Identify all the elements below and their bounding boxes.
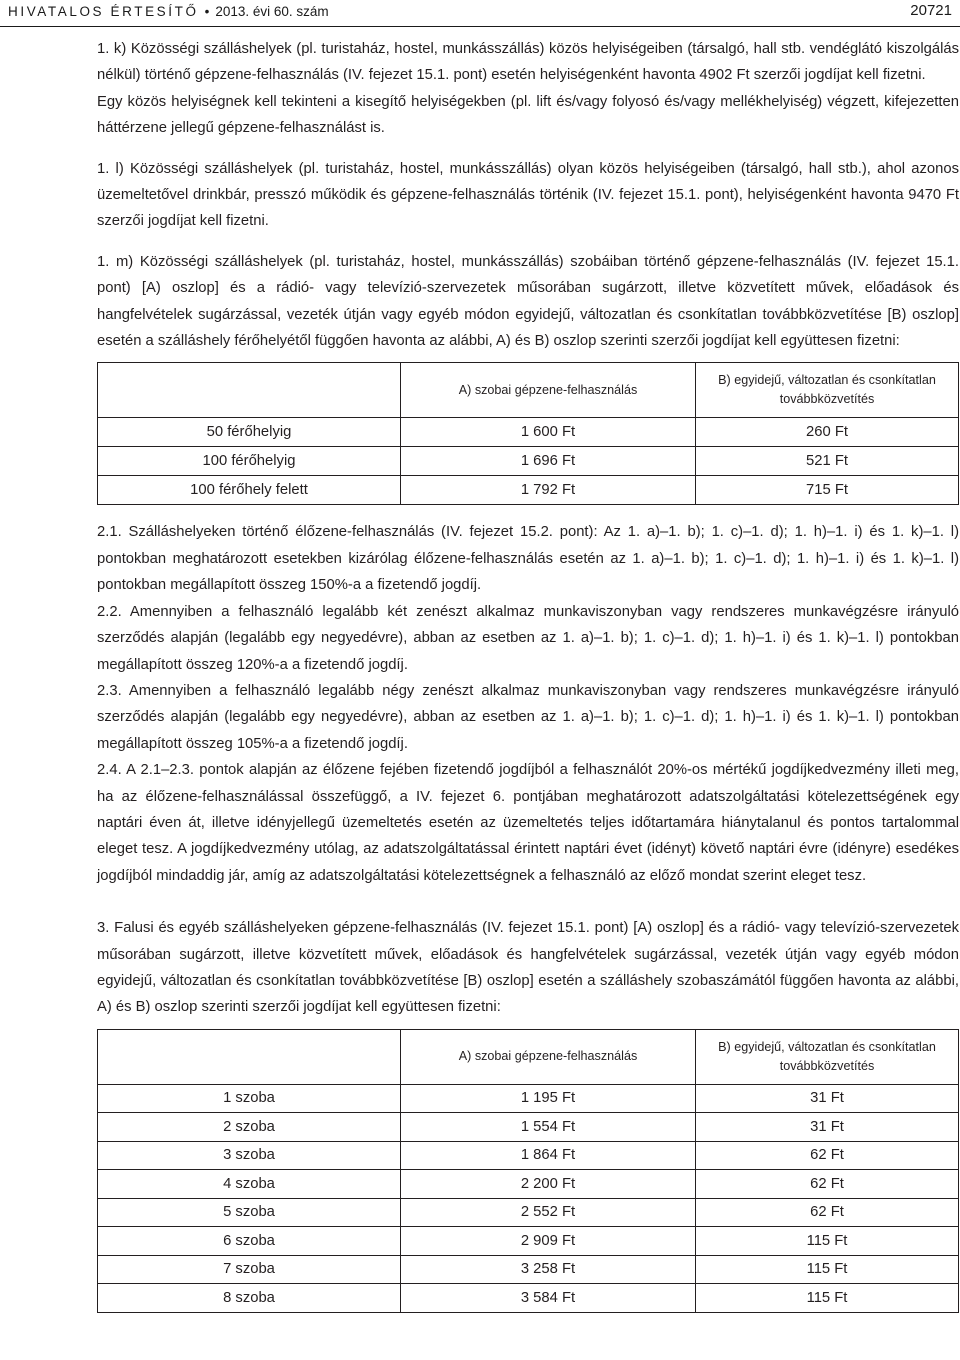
table-cell: 3 584 Ft: [401, 1284, 696, 1313]
table-row: [98, 1141, 959, 1170]
table-cell: 5 szoba: [98, 1198, 401, 1227]
table-row: [98, 447, 959, 476]
table-row: [98, 1170, 959, 1199]
table-cell: 62 Ft: [696, 1141, 959, 1170]
table-cell: 2 552 Ft: [401, 1198, 696, 1227]
table-header-cell: B) egyidejű, változatlan és csonkítatlan továbbközvetítés: [696, 1029, 959, 1084]
table-header-cell: B) egyidejű, változatlan és csonkítatlan továbbközvetítés: [696, 363, 959, 418]
table-row: [98, 418, 959, 447]
paragraph-1m: 1. m) Közösségi szálláshelyek (pl. turistaház, hostel, munkásszállás) szobáiban történő gépzene-felhasználás (IV. fejezet 15.1. pont) [A) oszlop] és a rádió- vagy televízió-szervezetek műsorában sugárzott, illetve közvetített művek, előadások és hangfelvételek sugárzással, vezeték útján vagy egyéb módon egyidejű, változatlan és csonkítatlan továbbközvetítése [B) oszlop] esetén a szálláshely férőhelyétől függően havonta az alábbi, A) és B) oszlop szerinti szerzői jogdíjat kell együttesen fizetni:: [97, 253, 959, 350]
page-header: [0, 0, 960, 27]
paragraph-2-2: 2.2. Amennyiben a felhasználó legalább két zenészt alkalmaz munkaviszonyban vagy rendszeres munkavégzésre irányuló szerződés alapján (legalább egy negyedévre), abban az esetben az 1. a)–1. b); 1. c)–1. d); 1. h)–1. i) és 1. k)–1. l) pontokban megállapított összeg 120%-a a fizetendő jogdíj.: [97, 603, 959, 673]
table-cell: 260 Ft: [696, 418, 959, 447]
table-row: [98, 1284, 959, 1313]
table-cell: 1 szoba: [98, 1084, 401, 1113]
table-row: [98, 1113, 959, 1142]
table-row: [98, 1198, 959, 1227]
table-cell: 31 Ft: [696, 1113, 959, 1142]
table-cell: 1 864 Ft: [401, 1141, 696, 1170]
table-cell: 115 Ft: [696, 1255, 959, 1284]
table-cell: 100 férőhelyig: [98, 447, 401, 476]
table-cell: 3 258 Ft: [401, 1255, 696, 1284]
paragraph-3: 3. Falusi és egyéb szálláshelyeken gépzene-felhasználás (IV. fejezet 15.1. pont) [A) oszlop] és a rádió- vagy televízió-szervezetek műsorában sugárzott, illetve közvetített művek, előadások és hangfelvételek sugárzással, vezeték útján vagy egyéb módon egyidejű, változatlan és csonkítatlan továbbközvetítése [B) oszlop] esetén a szálláshely szobaszámától függően havonta az alábbi, A) és B) oszlop szerinti szerzői jogdíjat kell együttesen fizetni:: [97, 920, 959, 1016]
paragraph-2-4: 2.4. A 2.1–2.3. pontok alapján az élőzene fejében fizetendő jogdíjból a felhasználót 20%-os mértékű jogdíjkedvezmény illeti meg, ha az élőzene-felhasználással összefüggő, a IV. fejezet 6. pontjában meghatározott adatszolgáltatási kötelezettségének egy naptári éven át, illetve idényjellegű üzemeltetés esetén az üzemeltetés teljes időtartamára hiánytalanul és pontos tartalommal eleget tesz. A jogdíjkedvezmény utólag, az adatszolgáltatással érintett naptári évet (idényt) követő naptári évre (idényre) esedékes jogdíjból mindaddig jár, amíg az adatszolgáltatási kötelezettségnek a felhasználó az előző mondat szerint eleget tesz.: [97, 762, 959, 884]
publication-title: HIVATALOS ÉRTESÍTŐ: [8, 4, 199, 19]
table-row: [98, 1084, 959, 1113]
table-cell: 1 600 Ft: [401, 418, 696, 447]
header-left: [8, 4, 329, 19]
table-cell: 50 férőhelyig: [98, 418, 401, 447]
table-header-cell: [98, 363, 401, 418]
table-cell: 2 szoba: [98, 1113, 401, 1142]
table-cell: 31 Ft: [696, 1084, 959, 1113]
table-row: [98, 1227, 959, 1256]
paragraph-1l: 1. l) Közösségi szálláshelyek (pl. turistaház, hostel, munkásszállás) olyan közös helyiségeiben (társalgó, hall stb.), ahol azonos üzemeltetővel drinkbár, presszó működik és gépzene-felhasználás történik (IV. fejezet 15.1. pont), helyiségenként havonta 9470 Ft szerzői jogdíjat kell fizetni.: [97, 160, 959, 230]
paragraph-1k: 1. k) Közösségi szálláshelyek (pl. turistaház, hostel, munkásszállás) közös helyiségeiben (társalgó, hall stb. vendéglátó kiszolgálás nélkül) történő gépzene-felhasználás (IV. fejezet 15.1. pont) esetén helyiségenként havonta 4902 Ft szerzői jogdíjat kell fizetni.: [97, 41, 959, 84]
document-body: [97, 36, 959, 1313]
table-cell: 3 szoba: [98, 1141, 401, 1170]
table-cell: 7 szoba: [98, 1255, 401, 1284]
issue-label: 2013. évi 60. szám: [215, 4, 329, 19]
table-cell: 62 Ft: [696, 1170, 959, 1199]
table-cell: 4 szoba: [98, 1170, 401, 1199]
page-number: 20721: [910, 2, 952, 19]
paragraph-2-1: 2.1. Szálláshelyeken történő élőzene-felhasználás (IV. fejezet 15.2. pont): Az 1. a)–1. b); 1. c)–1. d); 1. h)–1. i) és 1. k)–1. l) pontokban meghatározott esetekben kizárólag élőzene-felhasználás esetén az 1. a)–1. b); 1. c)–1. d); 1. h)–1. i) és 1. k)–1. l) pontokban megállapított összeg 150%-a a fizetendő jogdíj.: [97, 524, 959, 594]
table-row: [98, 476, 959, 505]
paragraph-2-3: 2.3. Amennyiben a felhasználó legalább négy zenészt alkalmaz munkaviszonyban vagy rendszeres munkavégzésre irányuló szerződés alapján (legalább egy negyedévre), abban az esetben az 1. a)–1. b); 1. c)–1. d); 1. h)–1. i) és 1. k)–1. l) pontokban megállapított összeg 105%-a a fizetendő jogdíj.: [97, 682, 959, 752]
table-cell: 8 szoba: [98, 1284, 401, 1313]
table-header-row: [98, 363, 959, 418]
table-cell: 6 szoba: [98, 1227, 401, 1256]
table-cell: 2 909 Ft: [401, 1227, 696, 1256]
table-cell: 115 Ft: [696, 1227, 959, 1256]
table-cell: 521 Ft: [696, 447, 959, 476]
table-header-cell: A) szobai gépzene-felhasználás: [401, 1029, 696, 1084]
fee-table-capacity: [97, 362, 959, 505]
table-header-cell: [98, 1029, 401, 1084]
fee-table-rooms: [97, 1029, 959, 1313]
table-cell: 100 férőhely felett: [98, 476, 401, 505]
table-cell: 1 696 Ft: [401, 447, 696, 476]
header-bullet: •: [204, 4, 210, 19]
table-header-cell: A) szobai gépzene-felhasználás: [401, 363, 696, 418]
table-header-row: [98, 1029, 959, 1084]
table-cell: 715 Ft: [696, 476, 959, 505]
table-cell: 1 792 Ft: [401, 476, 696, 505]
table-cell: 115 Ft: [696, 1284, 959, 1313]
table-cell: 1 554 Ft: [401, 1113, 696, 1142]
paragraph-common-room: Egy közös helyiségnek kell tekinteni a kisegítő helyiségekben (pl. lift és/vagy folyosó és/vagy mellékhelyiség) végzett, kifejezetten háttérzene jellegű gépzene-felhasználást is.: [97, 93, 959, 137]
table-row: [98, 1255, 959, 1284]
table-cell: 2 200 Ft: [401, 1170, 696, 1199]
table-cell: 62 Ft: [696, 1198, 959, 1227]
table-cell: 1 195 Ft: [401, 1084, 696, 1113]
